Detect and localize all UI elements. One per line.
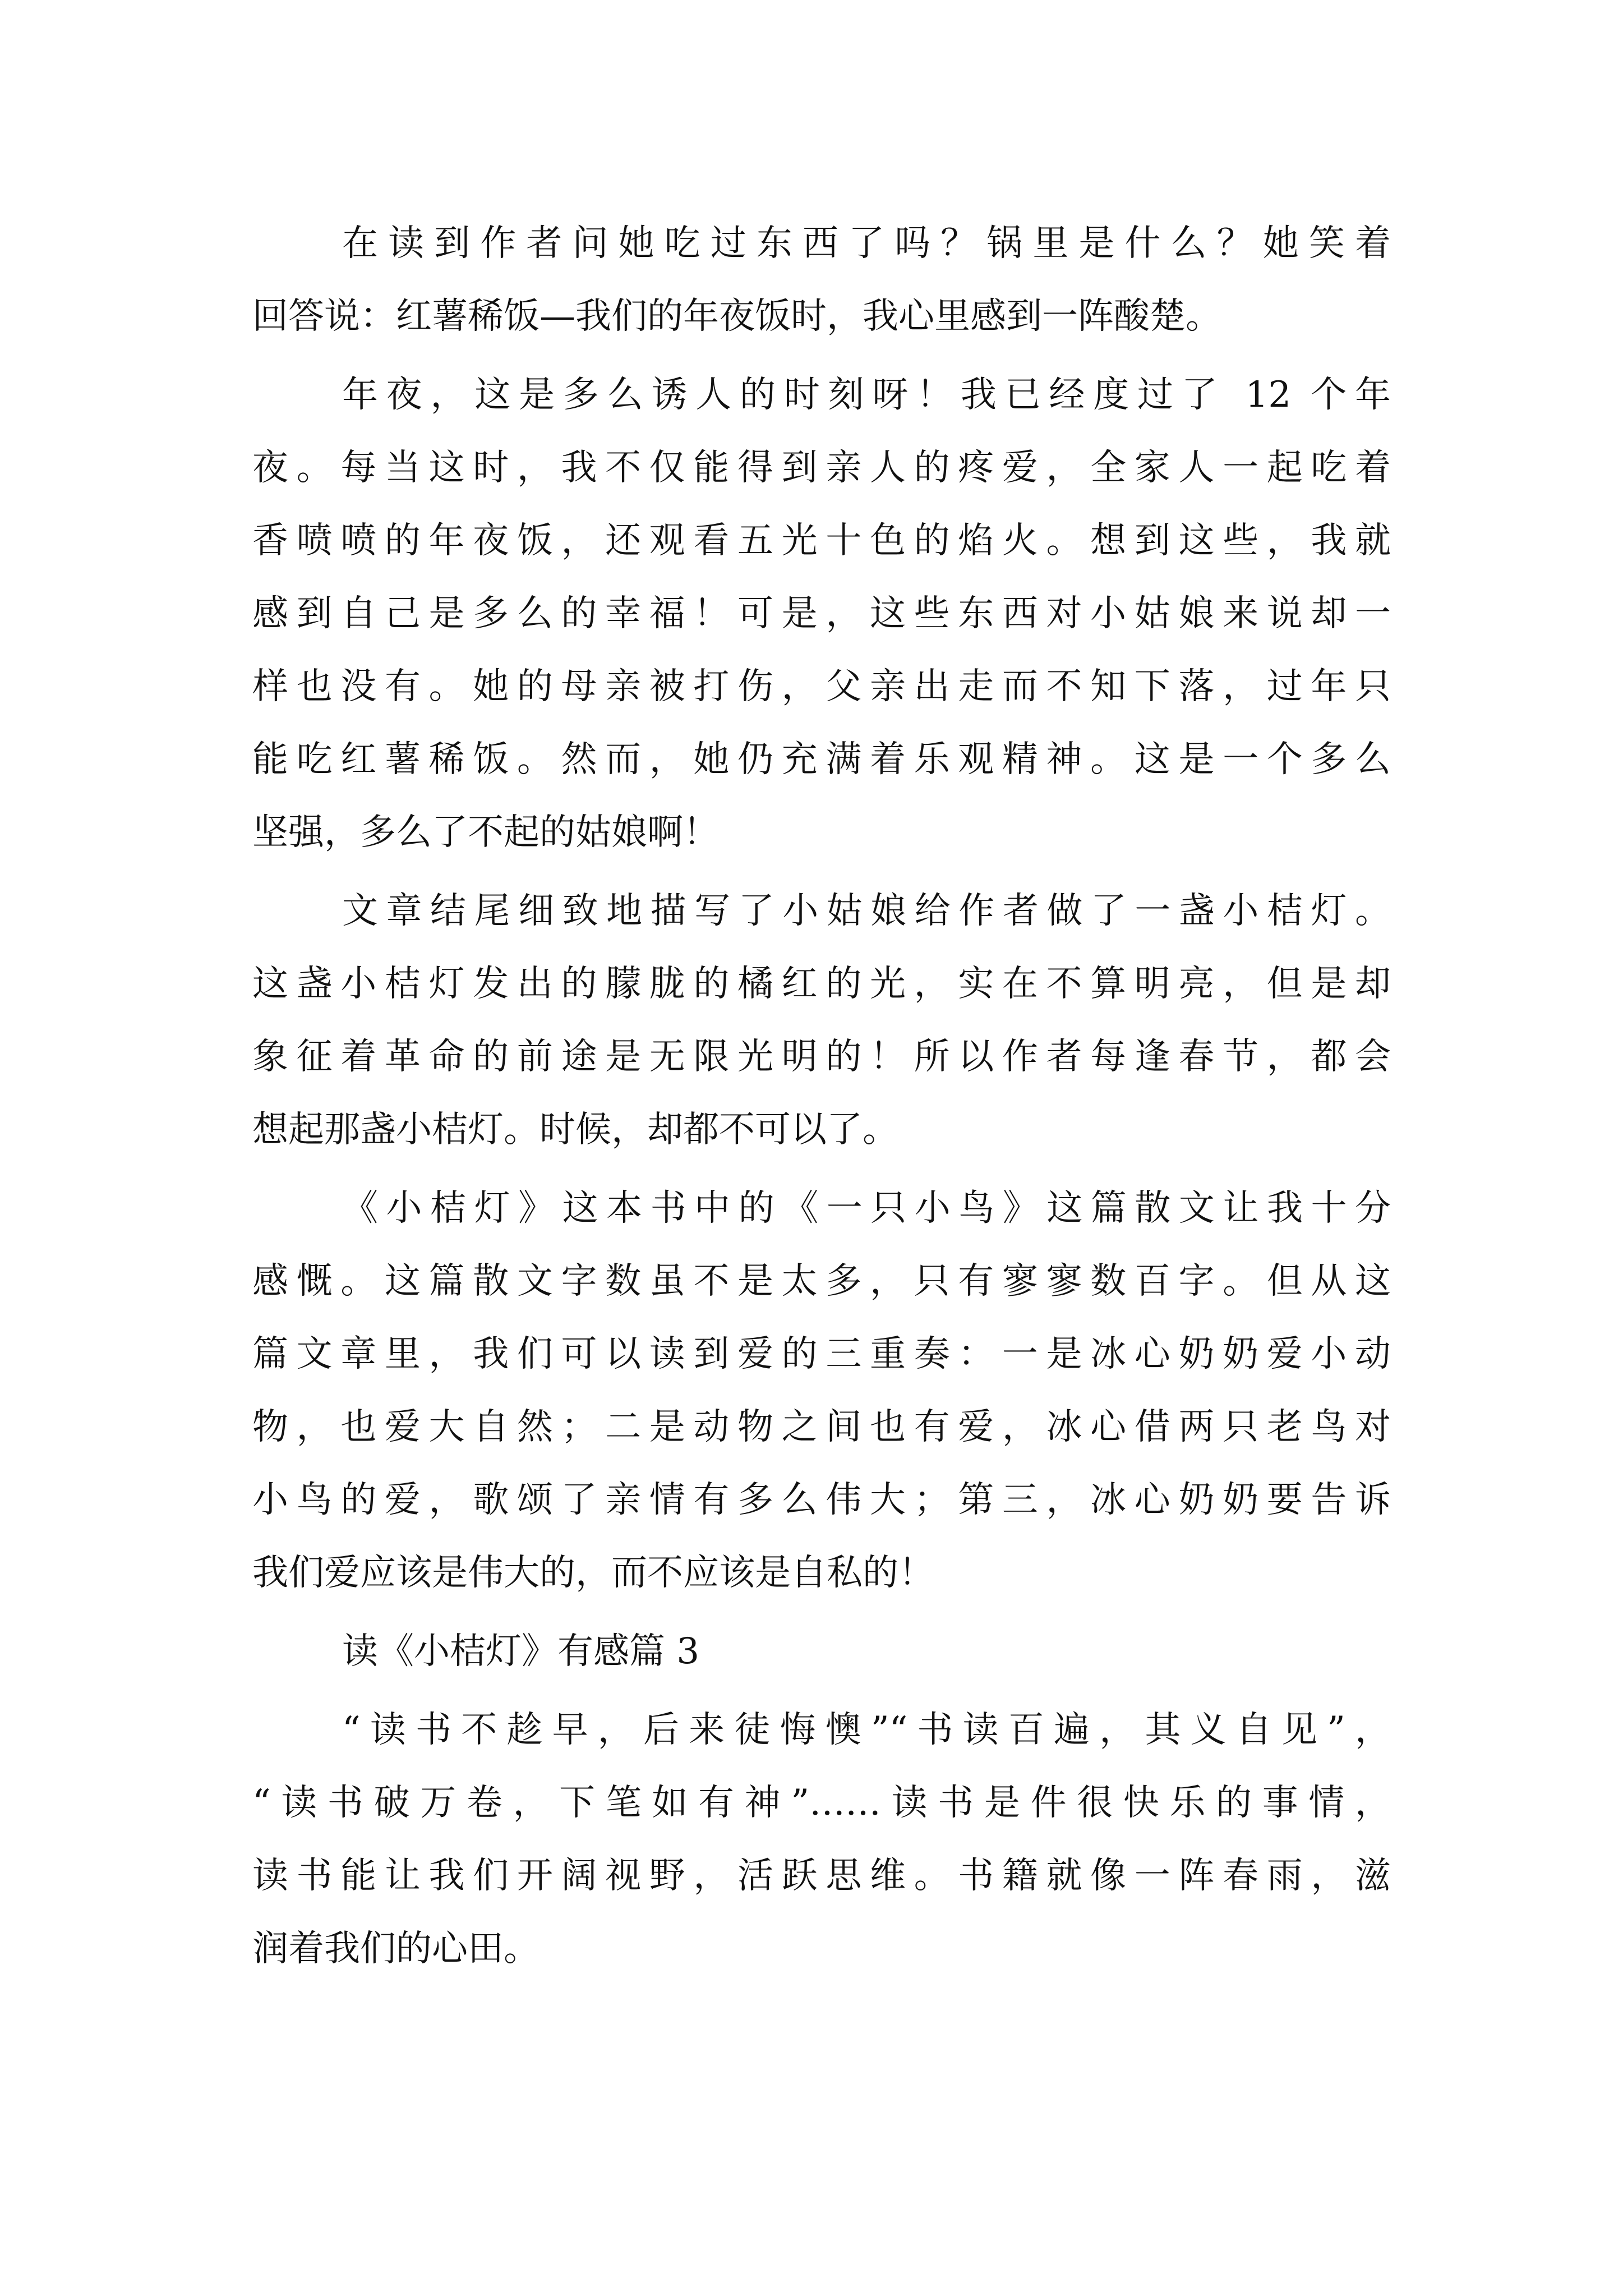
text-line: 润着我们的心田。 <box>252 1928 540 1970</box>
text-line: “读书不趁早，后来徒悔懊”“书读百遍，其义自见”， <box>342 1709 1391 1751</box>
text-line: 能吃红薯稀饭。然而，她仍充满着乐观精神。这是一个多么 <box>252 739 1391 780</box>
text-line: 感慨。这篇散文字数虽不是太多，只有寥寥数百字。但从这 <box>252 1260 1391 1302</box>
text-line: 在读到作者问她吃过东西了吗？锅里是什么？她笑着 <box>342 223 1391 264</box>
text-line: 《小桔灯》这本书中的《一只小鸟》这篇散文让我十分 <box>342 1188 1391 1229</box>
text-line: 小鸟的爱，歌颂了亲情有多么伟大；第三，冰心奶奶要告诉 <box>252 1479 1391 1521</box>
text-line: 坚强，多么了不起的姑娘啊！ <box>252 812 719 853</box>
text-line: 这盏小桔灯发出的朦胧的橘红的光，实在不算明亮，但是却 <box>252 963 1391 1005</box>
text-line: 篇文章里，我们可以读到爱的三重奏：一是冰心奶奶爱小动 <box>252 1333 1391 1375</box>
text-line: “读书破万卷，下笔如有神”……读书是件很快乐的事情， <box>252 1782 1391 1824</box>
text-line: 文章结尾细致地描写了小姑娘给作者做了一盏小桔灯。 <box>342 890 1391 932</box>
text-line: 象征着革命的前途是无限光明的！所以作者每逢春节，都会 <box>252 1036 1391 1078</box>
text-line: 夜。每当这时，我不仅能得到亲人的疼爱，全家人一起吃着 <box>252 447 1391 489</box>
text-line: 想起那盏小桔灯。时候，却都不可以了。 <box>252 1109 898 1151</box>
text-line: 香喷喷的年夜饭，还观看五光十色的焰火。想到这些，我就 <box>252 520 1391 562</box>
text-line: 样也没有。她的母亲被打伤，父亲出走而不知下落，过年只 <box>252 666 1391 707</box>
text-line: 我们爱应该是伟大的，而不应该是自私的！ <box>252 1552 934 1594</box>
text-line: 年夜，这是多么诱人的时刻呀！我已经度过了 12 个年 <box>342 374 1391 416</box>
section-heading: 读《小桔灯》有感篇 3 <box>342 1631 700 1672</box>
text-line: 感到自己是多么的幸福！可是，这些东西对小姑娘来说却一 <box>252 593 1391 634</box>
text-line: 回答说：红薯稀饭—我们的年夜饭时，我心里感到一阵酸楚。 <box>252 296 1221 337</box>
text-line: 物，也爱大自然；二是动物之间也有爱，冰心借两只老鸟对 <box>252 1406 1391 1448</box>
text-line: 读书能让我们开阔视野，活跃思维。书籍就像一阵春雨，滋 <box>252 1855 1391 1897</box>
